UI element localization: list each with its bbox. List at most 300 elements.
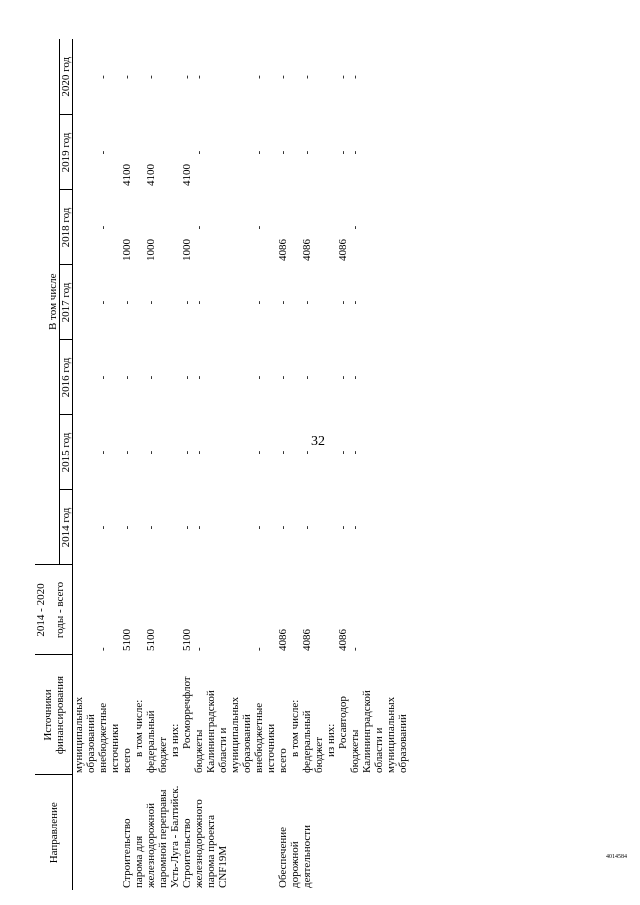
year-value-cell: [73, 265, 86, 340]
year-value-cell: [205, 340, 217, 415]
year-value-cell: -: [253, 225, 265, 230]
year-value-cell: [289, 340, 301, 415]
year-value-cell: [85, 39, 97, 115]
direction-cell: дорожной: [289, 841, 301, 888]
source-cell: бюджеты: [349, 729, 361, 773]
year-value-cell: -: [145, 300, 157, 305]
table-row: [337, 39, 349, 890]
year-value-cell: [325, 415, 337, 490]
year-value-cell: -: [121, 450, 133, 455]
year-value-cell: [361, 39, 373, 115]
year-value-cell: [361, 115, 373, 190]
table-row: [361, 39, 373, 890]
header-year: 2017 год: [60, 265, 73, 340]
year-value-cell: [361, 415, 373, 490]
year-value-cell: -: [337, 75, 349, 79]
total-cell: 5100: [181, 629, 193, 651]
year-value-cell: [205, 265, 217, 340]
table-row: [313, 39, 325, 890]
year-value-cell: [73, 39, 86, 115]
year-value-cell: -: [349, 450, 361, 455]
direction-cell: [361, 775, 373, 890]
year-value-cell: [169, 265, 181, 340]
year-value-cell: [241, 415, 253, 490]
year-value-cell: [265, 190, 277, 265]
year-value-cell: [229, 39, 241, 115]
document-code: 4014584: [606, 854, 627, 860]
year-value-cell: [133, 415, 145, 490]
source-cell: источники: [265, 723, 277, 773]
year-value-cell: [373, 190, 385, 265]
table-row: [217, 39, 229, 890]
year-value-cell: -: [349, 225, 361, 230]
year-value-cell: [109, 340, 121, 415]
year-value-cell: [397, 340, 409, 415]
total-cell: [157, 565, 169, 655]
year-value-cell: [217, 340, 229, 415]
year-value-cell: -: [277, 300, 289, 305]
header-year: 2018 год: [60, 190, 73, 265]
source-cell: бюджеты: [193, 729, 205, 773]
source-cell: бюджет: [157, 737, 169, 773]
total-cell: 4086: [277, 629, 289, 651]
year-value-cell: [109, 115, 121, 190]
total-cell: [325, 565, 337, 655]
year-value-cell: -: [349, 75, 361, 79]
year-value-cell: -: [97, 225, 109, 230]
direction-cell: парома проекта: [205, 814, 217, 888]
year-value-cell: [109, 490, 121, 565]
year-value-cell: [289, 265, 301, 340]
year-value-cell: [289, 415, 301, 490]
year-value-cell: -: [193, 375, 205, 380]
year-value-cell: 4086: [277, 239, 289, 261]
year-value-cell: [133, 39, 145, 115]
year-value-cell: [325, 39, 337, 115]
source-cell: внебюджетные: [97, 702, 109, 773]
table-header: [35, 39, 73, 890]
direction-cell: [85, 775, 97, 890]
table-row: [85, 39, 97, 890]
total-cell: [385, 565, 397, 655]
year-value-cell: -: [253, 450, 265, 455]
total-cell: [373, 565, 385, 655]
year-value-cell: [373, 115, 385, 190]
year-value-cell: -: [349, 525, 361, 530]
year-value-cell: -: [301, 300, 313, 305]
year-value-cell: [385, 190, 397, 265]
year-value-cell: [133, 115, 145, 190]
year-value-cell: [241, 190, 253, 265]
source-cell: образований: [397, 714, 409, 773]
table-row: [145, 39, 157, 890]
year-value-cell: -: [337, 375, 349, 380]
year-value-cell: [265, 415, 277, 490]
total-cell: 4086: [337, 629, 349, 651]
direction-cell: паромной переправы: [157, 789, 169, 888]
source-cell: муниципальных: [385, 696, 397, 773]
table-row: [325, 39, 337, 890]
total-cell: [313, 565, 325, 655]
year-value-cell: -: [337, 300, 349, 305]
source-cell: области и: [217, 727, 229, 773]
year-value-cell: [373, 265, 385, 340]
table-row: [397, 39, 409, 890]
total-cell: [361, 565, 373, 655]
total-cell: 4086: [301, 629, 313, 651]
table-row: [169, 39, 181, 890]
table-row: [205, 39, 217, 890]
year-value-cell: [313, 490, 325, 565]
year-value-cell: [73, 415, 86, 490]
year-value-cell: -: [97, 300, 109, 305]
table-row: [289, 39, 301, 890]
direction-cell: [97, 775, 109, 890]
year-value-cell: -: [121, 525, 133, 530]
year-value-cell: [229, 115, 241, 190]
source-cell: федеральный: [301, 710, 313, 773]
total-cell: [265, 565, 277, 655]
year-value-cell: [85, 340, 97, 415]
total-cell: [217, 565, 229, 655]
source-cell: образований: [85, 714, 97, 773]
year-value-cell: -: [97, 525, 109, 530]
year-value-cell: [73, 340, 86, 415]
table-row: [253, 39, 265, 890]
source-cell: Калининградской: [361, 690, 373, 773]
year-value-cell: [265, 39, 277, 115]
year-value-cell: [229, 190, 241, 265]
table-body: [73, 39, 410, 890]
total-cell: [109, 565, 121, 655]
year-value-cell: [289, 39, 301, 115]
year-value-cell: -: [349, 300, 361, 305]
year-value-cell: [229, 340, 241, 415]
source-cell: муниципальных: [73, 696, 85, 773]
year-value-cell: [241, 115, 253, 190]
year-value-cell: -: [121, 300, 133, 305]
direction-cell: [229, 775, 241, 890]
direction-cell: [397, 775, 409, 890]
year-value-cell: [373, 39, 385, 115]
year-value-cell: [133, 190, 145, 265]
year-value-cell: [313, 340, 325, 415]
year-value-cell: [397, 415, 409, 490]
table-row: [277, 39, 289, 890]
year-value-cell: [217, 265, 229, 340]
year-value-cell: -: [253, 525, 265, 530]
year-value-cell: [361, 190, 373, 265]
direction-cell: парома для: [133, 835, 145, 888]
total-cell: 5100: [145, 629, 157, 651]
direction-cell: [265, 775, 277, 890]
direction-cell: [73, 775, 86, 890]
year-value-cell: [313, 190, 325, 265]
year-value-cell: -: [97, 450, 109, 455]
source-cell: всего: [277, 748, 289, 773]
source-cell: всего: [121, 748, 133, 773]
year-value-cell: [217, 190, 229, 265]
year-value-cell: -: [301, 525, 313, 530]
year-value-cell: [73, 115, 86, 190]
year-value-cell: [169, 190, 181, 265]
year-value-cell: [241, 490, 253, 565]
year-value-cell: -: [145, 75, 157, 79]
year-value-cell: [73, 190, 86, 265]
year-value-cell: -: [277, 375, 289, 380]
year-value-cell: -: [253, 150, 265, 155]
rotated-table-container: [35, 10, 515, 890]
year-value-cell: [289, 190, 301, 265]
header-including-empty: [35, 39, 47, 565]
year-value-cell: -: [301, 450, 313, 455]
header-year: 2019 год: [60, 115, 73, 190]
table-row: [193, 39, 205, 890]
total-cell: [289, 565, 301, 655]
year-value-cell: [157, 340, 169, 415]
year-value-cell: [229, 415, 241, 490]
year-value-cell: -: [181, 450, 193, 455]
total-cell: [241, 565, 253, 655]
table-row: [229, 39, 241, 890]
direction-cell: Усть-Луга - Балтийск.: [169, 785, 181, 888]
year-value-cell: [169, 490, 181, 565]
total-cell: [85, 565, 97, 655]
direction-cell: деятельности: [301, 825, 313, 888]
table-row: [241, 39, 253, 890]
total-cell: [73, 565, 86, 655]
header-direction: Направление: [35, 775, 73, 890]
year-value-cell: -: [277, 150, 289, 155]
table-row: [181, 39, 193, 890]
year-value-cell: [157, 39, 169, 115]
year-value-cell: [373, 340, 385, 415]
year-value-cell: [73, 490, 86, 565]
year-value-cell: -: [301, 75, 313, 79]
year-value-cell: [205, 115, 217, 190]
table-row: [133, 39, 145, 890]
year-value-cell: [241, 39, 253, 115]
year-value-cell: [289, 115, 301, 190]
source-cell: Калининградской: [205, 690, 217, 773]
direction-cell: железнодорожной: [145, 803, 157, 888]
direction-cell: [241, 775, 253, 890]
source-cell: источники: [109, 723, 121, 773]
year-value-cell: [385, 39, 397, 115]
direction-cell: Строительство: [121, 818, 133, 888]
table-row: [73, 39, 86, 890]
total-cell: [205, 565, 217, 655]
direction-cell: CNF19M: [217, 845, 229, 888]
header-year: 2016 год: [60, 340, 73, 415]
year-value-cell: -: [181, 75, 193, 79]
year-value-cell: -: [277, 450, 289, 455]
year-value-cell: [361, 265, 373, 340]
total-cell: [397, 565, 409, 655]
year-value-cell: [325, 265, 337, 340]
year-value-cell: [85, 265, 97, 340]
year-value-cell: -: [349, 150, 361, 155]
header-year: 2015 год: [60, 415, 73, 490]
total-cell: -: [253, 647, 265, 651]
year-value-cell: [289, 490, 301, 565]
year-value-cell: [217, 490, 229, 565]
table-row: [97, 39, 109, 890]
year-value-cell: [313, 265, 325, 340]
year-value-cell: 4086: [301, 239, 313, 261]
year-value-cell: [169, 415, 181, 490]
source-cell: в том числе:: [133, 699, 145, 757]
year-value-cell: 1000: [121, 239, 133, 261]
year-value-cell: [313, 415, 325, 490]
year-value-cell: 4100: [121, 164, 133, 186]
year-value-cell: [217, 115, 229, 190]
year-value-cell: [133, 340, 145, 415]
year-value-cell: [241, 265, 253, 340]
year-value-cell: [217, 39, 229, 115]
year-value-cell: -: [181, 300, 193, 305]
year-value-cell: -: [193, 450, 205, 455]
year-value-cell: [205, 190, 217, 265]
direction-cell: [349, 775, 361, 890]
year-value-cell: [385, 115, 397, 190]
year-value-cell: [325, 190, 337, 265]
header-total-years: 2014 - 2020: [35, 565, 47, 655]
year-value-cell: -: [97, 150, 109, 155]
year-value-cell: [265, 490, 277, 565]
year-value-cell: [157, 115, 169, 190]
year-value-cell: [229, 265, 241, 340]
total-cell: [229, 565, 241, 655]
financing-table: [35, 39, 409, 890]
direction-cell: [253, 775, 265, 890]
table-row: [109, 39, 121, 890]
year-value-cell: [385, 490, 397, 565]
total-cell: -: [193, 647, 205, 651]
total-cell: -: [97, 647, 109, 651]
year-value-cell: [397, 265, 409, 340]
year-value-cell: -: [181, 375, 193, 380]
source-cell: Росавтодор: [337, 696, 349, 749]
page-number: 32: [311, 434, 325, 449]
source-cell: области и: [373, 727, 385, 773]
total-cell: 5100: [121, 629, 133, 651]
direction-cell: Строительство: [181, 818, 193, 888]
year-value-cell: [205, 490, 217, 565]
year-value-cell: [265, 115, 277, 190]
table-row: [349, 39, 361, 890]
year-value-cell: -: [193, 75, 205, 79]
table-row: [373, 39, 385, 890]
header-total-label: годы - всего: [47, 565, 73, 655]
year-value-cell: -: [193, 300, 205, 305]
year-value-cell: 4100: [181, 164, 193, 186]
year-value-cell: -: [253, 75, 265, 79]
year-value-cell: [373, 415, 385, 490]
year-value-cell: -: [193, 225, 205, 230]
year-value-cell: [133, 490, 145, 565]
total-cell: -: [349, 647, 361, 651]
year-value-cell: 1000: [145, 239, 157, 261]
year-value-cell: [157, 490, 169, 565]
year-value-cell: -: [277, 75, 289, 79]
year-value-cell: -: [253, 300, 265, 305]
year-value-cell: [169, 115, 181, 190]
year-value-cell: -: [193, 525, 205, 530]
table-row: [385, 39, 397, 890]
header-year: 2020 год: [60, 39, 73, 115]
source-cell: федеральный: [145, 710, 157, 773]
direction-cell: [313, 775, 325, 890]
direction-cell: [325, 775, 337, 890]
direction-cell: железнодорожного: [193, 799, 205, 888]
year-value-cell: [109, 39, 121, 115]
year-value-cell: [157, 415, 169, 490]
year-value-cell: [313, 115, 325, 190]
year-value-cell: [133, 265, 145, 340]
year-value-cell: [325, 490, 337, 565]
direction-cell: [337, 775, 349, 890]
year-value-cell: [205, 39, 217, 115]
year-value-cell: [373, 490, 385, 565]
year-value-cell: 4100: [145, 164, 157, 186]
table-row: [301, 39, 313, 890]
year-value-cell: 1000: [181, 239, 193, 261]
year-value-cell: [169, 39, 181, 115]
year-value-cell: -: [145, 525, 157, 530]
year-value-cell: [217, 415, 229, 490]
year-value-cell: [109, 190, 121, 265]
source-cell: Росморречфлот: [181, 676, 193, 749]
table-row: [157, 39, 169, 890]
direction-cell: [109, 775, 121, 890]
year-value-cell: -: [145, 375, 157, 380]
source-cell: из них:: [325, 723, 337, 757]
year-value-cell: -: [337, 150, 349, 155]
year-value-cell: -: [121, 375, 133, 380]
year-value-cell: [385, 415, 397, 490]
total-cell: [133, 565, 145, 655]
year-value-cell: [85, 490, 97, 565]
year-value-cell: -: [193, 150, 205, 155]
year-value-cell: [361, 490, 373, 565]
year-value-cell: [241, 340, 253, 415]
year-value-cell: -: [337, 450, 349, 455]
year-value-cell: -: [301, 150, 313, 155]
direction-cell: Обеспечение: [277, 827, 289, 888]
year-value-cell: [325, 115, 337, 190]
year-value-cell: [85, 415, 97, 490]
year-value-cell: -: [253, 375, 265, 380]
year-value-cell: [397, 115, 409, 190]
year-value-cell: 4086: [337, 239, 349, 261]
header-including: В том числе: [47, 39, 60, 565]
year-value-cell: [157, 190, 169, 265]
year-value-cell: [109, 265, 121, 340]
source-cell: бюджет: [313, 737, 325, 773]
source-cell: внебюджетные: [253, 702, 265, 773]
year-value-cell: -: [277, 525, 289, 530]
year-value-cell: [229, 490, 241, 565]
year-value-cell: [265, 340, 277, 415]
year-value-cell: [397, 190, 409, 265]
source-cell: в том числе:: [289, 699, 301, 757]
year-value-cell: [205, 415, 217, 490]
year-value-cell: -: [97, 75, 109, 79]
direction-cell: [385, 775, 397, 890]
table-row: [265, 39, 277, 890]
year-value-cell: [397, 490, 409, 565]
